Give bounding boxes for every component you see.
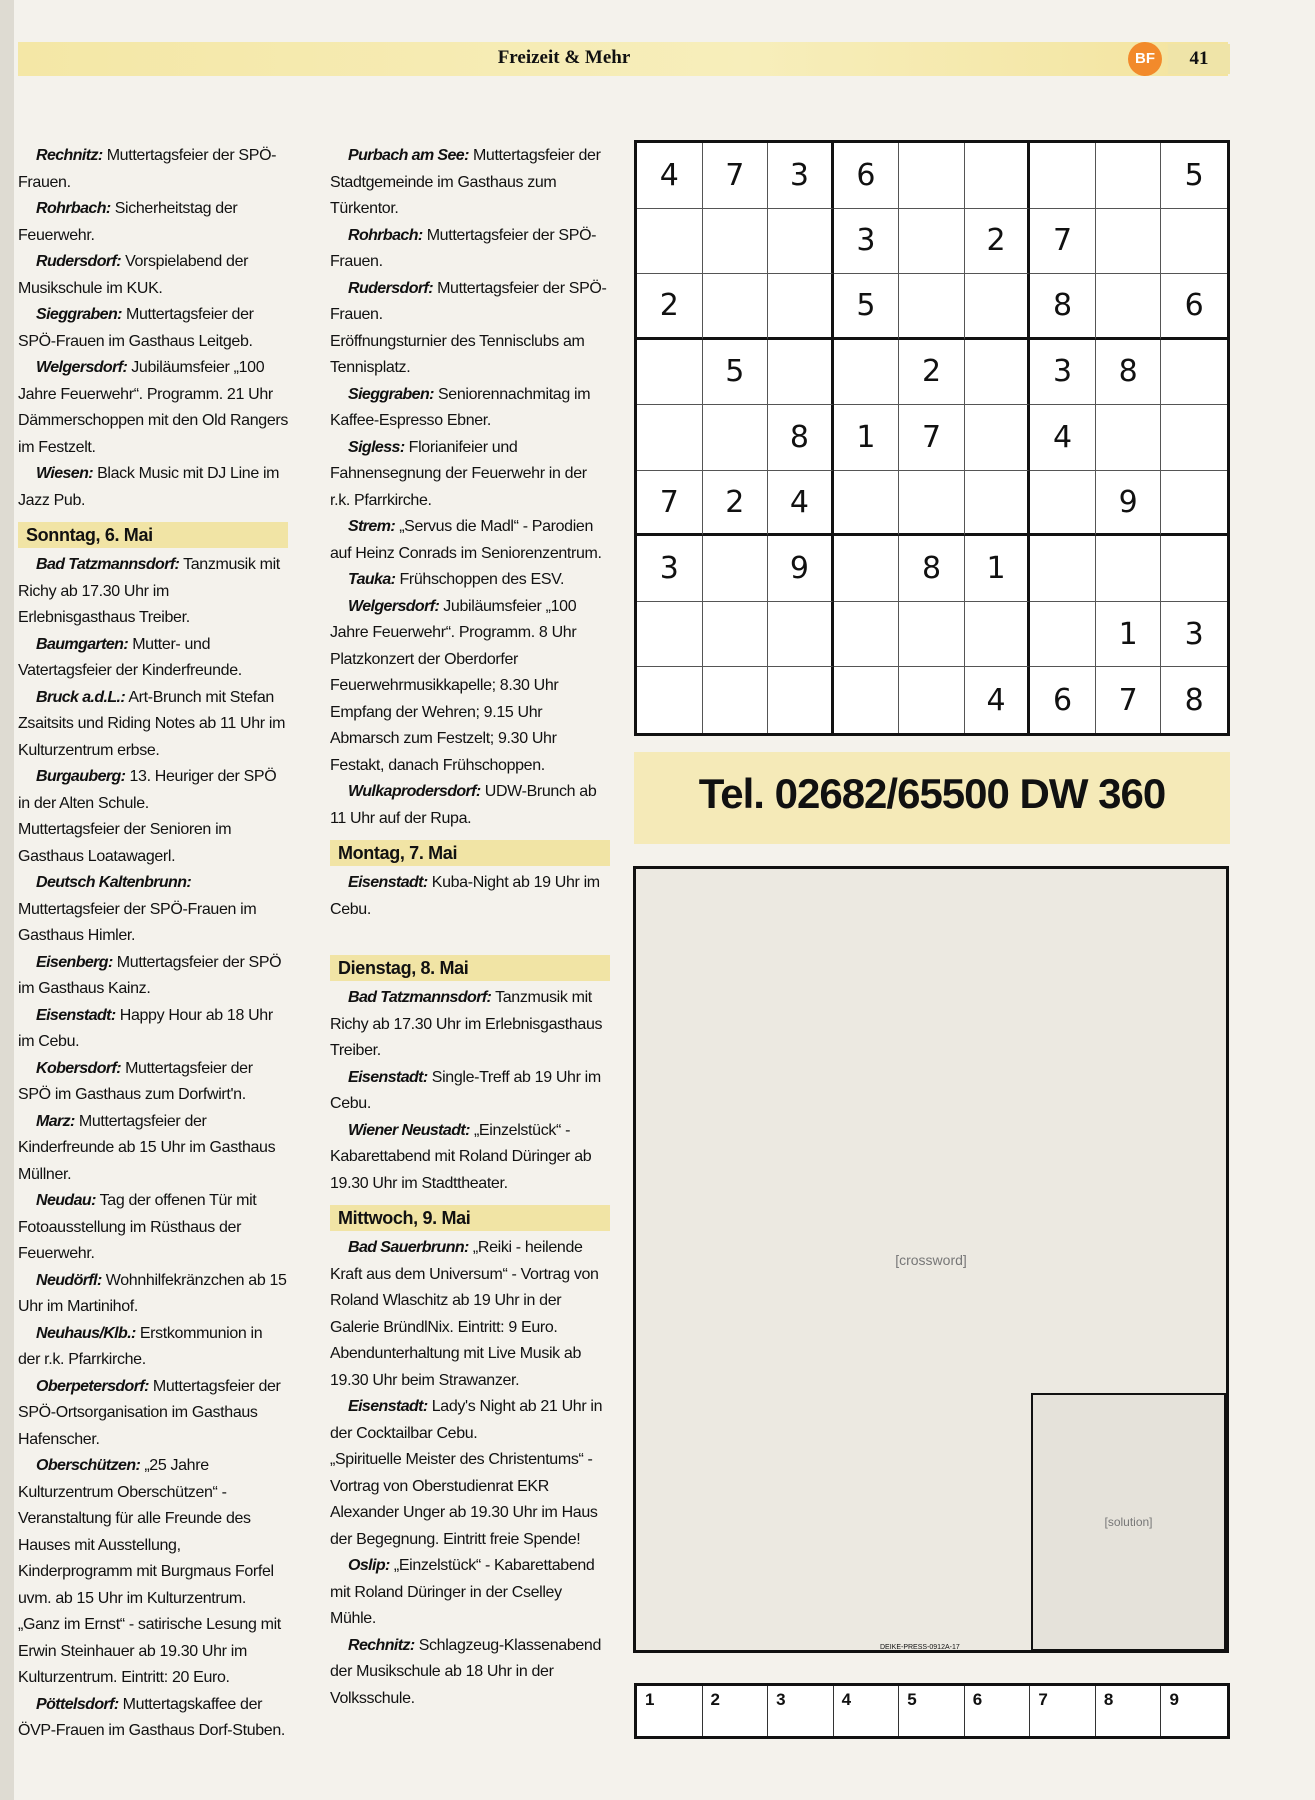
sudoku-cell (965, 405, 1031, 471)
event-entry (18, 196, 288, 249)
sudoku-cell: 3 (637, 536, 703, 602)
event-place: Oslip: (348, 1557, 390, 1574)
event-place: Welgersdorf: (36, 359, 128, 376)
event-entry (330, 594, 610, 780)
event-place: Eisenberg: (36, 953, 113, 971)
event-text: Eröffnungsturnier des Tennisclubs am Tennisplatz. (330, 332, 585, 376)
sudoku-cell (834, 340, 900, 406)
event-place: Eisenstadt: (348, 1398, 428, 1415)
event-text: Muttertagsfeier der SPÖ-Frauen. (330, 279, 607, 323)
sudoku-cell (834, 536, 900, 602)
event-text: Frühschoppen des ESV. (395, 571, 565, 588)
sudoku-cell: 1 (1096, 602, 1162, 668)
sudoku-cell: 1 (965, 536, 1031, 602)
event-entry (330, 329, 610, 382)
sudoku-cell (899, 667, 965, 733)
sudoku-cell (637, 405, 703, 471)
sudoku-cell (768, 667, 834, 733)
sudoku-cell: 2 (637, 274, 703, 340)
sudoku-cell (1030, 143, 1096, 209)
sudoku-grid (634, 140, 1230, 736)
event-entry (330, 1118, 610, 1198)
event-text: Vorspielabend der Musikschule im KUK. (18, 253, 249, 297)
event-place: Wulkaprodersdorf: (348, 783, 481, 800)
event-place: Bruck a.d.L.: (36, 688, 126, 706)
sudoku-cell (768, 340, 834, 406)
sudoku-cell: 7 (637, 471, 703, 537)
event-text: UDW-Brunch ab 11 Uhr auf der Rupa. (330, 783, 597, 827)
event-entry (18, 143, 288, 196)
sudoku-cell (1096, 209, 1162, 275)
event-place: Deutsch Kaltenbrunn: (36, 874, 192, 891)
sudoku-cell (1161, 471, 1227, 537)
sudoku-cell (899, 274, 965, 340)
event-place: Burgauberg: (36, 768, 126, 785)
sudoku-cell: 4 (768, 471, 834, 537)
event-text: „Ganz im Ernst“ - satirische Lesung mit Erwin Steinhauer ab 19.30 Uhr im Kulturzentrum. Eintritt: 20 Euro. (18, 1616, 281, 1686)
sudoku-cell: 6 (1161, 274, 1227, 340)
event-place: Neudau: (36, 1192, 96, 1209)
solution-letter-box: 9 (1169, 1690, 1179, 1709)
crossword-puzzle: [crossword] (633, 866, 1229, 1653)
sudoku-cell: 4 (965, 667, 1031, 733)
event-text: „Einzelstück“ - Kabarettabend mit Roland Düringer ab 19.30 Uhr im Stadttheater. (330, 1121, 592, 1192)
sudoku-cell (965, 471, 1031, 537)
event-entry (18, 302, 288, 355)
event-place: Wiesen: (36, 465, 94, 482)
event-text: Sicherheitstag der Feuerwehr. (18, 200, 238, 244)
sudoku-cell (703, 536, 769, 602)
event-text: Wohnhilfekränzchen ab 15 Uhr im Martinihof. (18, 1271, 287, 1315)
event-text: Muttertagsfeier der SPÖ-Ortsorganisation im Gasthaus Hafenscher. (18, 1377, 281, 1448)
solution-letter-box: 7 (1030, 1686, 1096, 1736)
sudoku-cell (1096, 274, 1162, 340)
event-entry (330, 870, 610, 923)
event-text: Single-Treff ab 19 Uhr im Cebu. (330, 1068, 601, 1112)
event-entry (18, 1321, 288, 1374)
sudoku-cell: 3 (1030, 340, 1096, 406)
brand-logo: BF (1128, 42, 1162, 76)
event-place: Neudörfl: (36, 1271, 102, 1289)
solution-letter-box: 5 (899, 1686, 965, 1736)
event-entry (330, 567, 610, 594)
sudoku-cell (1030, 536, 1096, 602)
sudoku-cell (1030, 602, 1096, 668)
sudoku-cell (703, 209, 769, 275)
solution-letter-box: 4 (834, 1686, 900, 1736)
event-place: Oberpetersdorf: (36, 1377, 149, 1395)
event-place: Kobersdorf: (36, 1059, 121, 1077)
event-entry (18, 1453, 288, 1612)
event-text: Muttertagsfeier der Kinderfreunde ab 15 Uhr im Gasthaus Müllner. (18, 1112, 276, 1183)
day-heading: Dienstag, 8. Mai (330, 955, 610, 981)
solution-letter-box: 2 (703, 1686, 769, 1736)
event-text: Muttertagsfeier der Senioren im Gasthaus Loatawagerl. (18, 821, 232, 865)
event-place: Neuhaus/Klb.: (36, 1324, 136, 1342)
sudoku-cell: 4 (1030, 405, 1096, 471)
event-entry (18, 1109, 288, 1189)
sudoku-cell (1030, 471, 1096, 537)
sudoku-cell: 8 (899, 536, 965, 602)
event-entry (330, 435, 610, 515)
event-entry (18, 1612, 288, 1692)
event-entry (18, 870, 288, 950)
sudoku-cell (703, 667, 769, 733)
sudoku-cell: 4 (637, 143, 703, 209)
event-text: Muttertagsfeier der SPÖ-Frauen. (330, 226, 597, 270)
event-entry (330, 276, 610, 329)
event-text: „Servus die Madl“ - Parodien auf Heinz Conrads im Seniorenzentrum. (330, 518, 602, 562)
event-place: Bad Tatzmannsdorf: (36, 556, 180, 573)
event-text: Jubiläumsfeier „100 Jahre Feuerwehr“. Programm. 21 Uhr Dämmerschoppen mit den Old Rangers im Festzelt. (18, 359, 289, 456)
event-text: Kuba-Night ab 19 Uhr im Cebu. (330, 874, 600, 918)
event-text: Muttertagsfeier der SPÖ im Gasthaus Kainz. (18, 953, 282, 997)
solution-letter-box: 3 (768, 1686, 834, 1736)
event-place: Sigless: (348, 438, 405, 456)
sudoku-cell (1161, 405, 1227, 471)
sudoku-cell: 3 (768, 143, 834, 209)
sudoku-cell (703, 405, 769, 471)
sudoku-cell (637, 667, 703, 733)
event-place: Purbach am See: (348, 147, 469, 164)
solution-letter-box: 6 (965, 1686, 1031, 1736)
sudoku-cell (1096, 536, 1162, 602)
event-entry (330, 143, 610, 223)
sudoku-cell (1161, 536, 1227, 602)
events-column-1 (18, 143, 288, 1745)
event-place: Wiener Neustadt: (348, 1121, 470, 1139)
sudoku-cell: 1 (834, 405, 900, 471)
sudoku-cell (768, 274, 834, 340)
event-place: Rudersdorf: (36, 253, 121, 270)
day-heading: Sonntag, 6. Mai (18, 522, 288, 548)
sudoku-cell (899, 602, 965, 668)
event-entry (18, 355, 288, 461)
event-entry (330, 779, 610, 832)
event-place: Sieggraben: (36, 306, 122, 323)
event-entry (18, 1374, 288, 1454)
sudoku-cell (637, 209, 703, 275)
event-entry (18, 552, 288, 632)
event-place: Strem: (348, 518, 396, 535)
sudoku-cell (637, 602, 703, 668)
day-heading: Mittwoch, 9. Mai (330, 1205, 610, 1231)
event-place: Tauka: (348, 571, 396, 588)
sudoku-cell (703, 602, 769, 668)
sudoku-cell: 3 (1161, 602, 1227, 668)
event-text: Muttertagskaffee der ÖVP-Frauen im Gasthaus Dorf-Stuben. (18, 1695, 285, 1739)
event-place: Eisenstadt: (348, 874, 428, 891)
event-text: Muttertagsfeier der SPÖ-Frauen im Gasthaus Himler. (18, 900, 257, 944)
event-text: Jubiläumsfeier „100 Jahre Feuerwehr“. Programm. 8 Uhr Platzkonzert der Oberdorfer Feuerwehrmusikkapelle; 8.30 Uhr Empfang der Wehren; 9.15 Uhr Abmarsch zum Festzelt; 9.30 Uhr Festakt, danach Frühschoppen. (330, 597, 577, 774)
event-entry (18, 1268, 288, 1321)
sudoku-cell: 6 (834, 143, 900, 209)
sudoku-cell (1161, 209, 1227, 275)
event-text: Tanzmusik mit Richy ab 17.30 Uhr im Erlebnisgasthaus Treiber. (330, 989, 603, 1059)
sudoku-cell (637, 340, 703, 406)
sudoku-cell: 7 (703, 143, 769, 209)
event-entry (18, 1003, 288, 1056)
event-text: Muttertagsfeier der SPÖ-Frauen. (18, 147, 277, 191)
event-text: Muttertagsfeier der SPÖ im Gasthaus zum Dorfwirt'n. (18, 1059, 253, 1103)
event-entry (18, 950, 288, 1003)
sudoku-cell (834, 667, 900, 733)
section-title: Freizeit & Mehr (497, 47, 631, 68)
sudoku-cell (1096, 143, 1162, 209)
event-entry (18, 632, 288, 685)
event-entry (330, 514, 610, 567)
event-entry (18, 461, 288, 514)
previous-solution-grid: [solution] (1031, 1393, 1226, 1651)
event-text: Muttertagsfeier der Stadtgemeinde im Gasthaus zum Türkentor. (330, 147, 601, 217)
event-place: Sieggraben: (348, 385, 434, 403)
solution-letter-box: 1 (637, 1686, 703, 1736)
event-place: Welgersdorf: (348, 597, 440, 615)
sudoku-cell (965, 602, 1031, 668)
event-text: Art-Brunch mit Stefan Zsaitsits und Riding Notes ab 11 Uhr im Kulturzentrum erbse. (18, 688, 286, 759)
event-entry (330, 1235, 610, 1394)
event-text: „Reiki - heilende Kraft aus dem Universum“ - Vortrag von Roland Wlaschitz ab 19 Uhr in der Galerie BründlNix. Eintritt: 9 Euro. Abendunterhaltung mit Live Musik ab 19.30 Uhr beim Strawanzer. (330, 1239, 599, 1389)
event-entry (330, 382, 610, 435)
sudoku-cell (965, 274, 1031, 340)
day-heading: Montag, 7. Mai (330, 840, 610, 866)
sudoku-cell: 7 (1096, 667, 1162, 733)
event-text: Seniorennachmitag im Kaffee-Espresso Ebner. (330, 385, 591, 429)
event-entry (18, 1692, 288, 1745)
sudoku-cell (768, 602, 834, 668)
sudoku-cell (1161, 340, 1227, 406)
event-place: Marz: (36, 1112, 75, 1130)
event-text: 13. Heuriger der SPÖ in der Alten Schule. (18, 768, 277, 812)
sudoku-cell (768, 209, 834, 275)
event-text: Florianifeier und Fahnensegnung der Feuerwehr in der r.k. Pfarrkirche. (330, 438, 587, 509)
event-entry (18, 817, 288, 870)
event-text: „25 Jahre Kulturzentrum Oberschützen“ - Veranstaltung für alle Freunde des Hauses mit Ausstellung, Kinderprogramm mit Burgmaus Forfel uvm. ab 15 Uhr im Kulturzentrum. (18, 1457, 274, 1607)
event-place: Rechnitz: (36, 147, 103, 164)
event-text: Tanzmusik mit Richy ab 17.30 Uhr im Erlebnisgasthaus Treiber. (18, 556, 280, 626)
event-place: Bad Tatzmannsdorf: (348, 989, 492, 1006)
event-text: Tag der offenen Tür mit Fotoausstellung im Rüsthaus der Feuerwehr. (18, 1192, 257, 1262)
event-text: Muttertagsfeier der SPÖ-Frauen im Gasthaus Leitgeb. (18, 306, 254, 350)
sudoku-cell (965, 340, 1031, 406)
sudoku-cell: 8 (768, 405, 834, 471)
event-entry (330, 1447, 610, 1553)
sudoku-cell: 6 (1030, 667, 1096, 733)
sudoku-cell: 2 (703, 471, 769, 537)
page-number: 41 (1168, 44, 1230, 74)
event-entry (330, 1394, 610, 1447)
event-entry (330, 1065, 610, 1118)
event-place: Rechnitz: (348, 1636, 415, 1654)
sudoku-cell: 9 (768, 536, 834, 602)
sudoku-cell: 5 (834, 274, 900, 340)
event-place: Baumgarten: (36, 635, 129, 653)
sudoku-cell (1096, 405, 1162, 471)
event-place: Pöttelsdorf: (36, 1695, 119, 1713)
event-text: „Spirituelle Meister des Christentums“ - Vortrag von Oberstudienrat EKR Alexander Unger ab 19.30 Uhr im Haus der Begegnung. Eintritt freie Spende! (330, 1451, 598, 1548)
events-column-2 (330, 143, 610, 1712)
event-text: „Einzelstück“ - Kabarettabend mit Roland Düringer in der Cselley Mühle. (330, 1557, 595, 1627)
sudoku-cell (899, 471, 965, 537)
page-edge (0, 0, 14, 1800)
sudoku-cell: 8 (1096, 340, 1162, 406)
event-place: Eisenstadt: (36, 1006, 116, 1024)
event-entry (330, 985, 610, 1065)
sudoku-cell (834, 471, 900, 537)
event-place: Eisenstadt: (348, 1068, 428, 1086)
crossword-credit: DEIKE-PRESS-0912A-17 (880, 1644, 960, 1651)
sudoku-cell: 8 (1184, 682, 1204, 718)
event-text: Happy Hour ab 18 Uhr im Cebu. (18, 1006, 273, 1050)
event-place: Oberschützen: (36, 1457, 141, 1474)
sudoku-cell: 7 (899, 405, 965, 471)
sudoku-cell: 5 (1161, 143, 1227, 209)
sudoku-cell (965, 143, 1031, 209)
event-place: Bad Sauerbrunn: (348, 1239, 469, 1256)
event-text: Black Music mit DJ Line im Jazz Pub. (18, 465, 280, 509)
event-text: Lady's Night ab 21 Uhr in der Cocktailbar Cebu. (330, 1398, 603, 1442)
event-place: Rudersdorf: (348, 279, 433, 297)
event-entry (330, 1633, 610, 1713)
sudoku-cell (899, 209, 965, 275)
event-entry (18, 685, 288, 765)
event-text: Mutter- und Vatertagsfeier der Kinderfreunde. (18, 635, 242, 679)
event-entry (330, 1553, 610, 1633)
sudoku-cell: 7 (1030, 209, 1096, 275)
event-entry (18, 764, 288, 817)
sudoku-cell (899, 143, 965, 209)
sudoku-cell: 2 (965, 209, 1031, 275)
solution-word-row (634, 1683, 1230, 1739)
sudoku-cell (703, 274, 769, 340)
sudoku-cell: 5 (703, 340, 769, 406)
phone-number: Tel. 02682/65500 DW 360 (698, 770, 1166, 817)
event-place: Rohrbach: (36, 200, 111, 217)
sudoku-cell (834, 602, 900, 668)
event-text: Erstkommunion in der r.k. Pfarrkirche. (18, 1324, 263, 1368)
sudoku-cell: 8 (1030, 274, 1096, 340)
event-entry (18, 1056, 288, 1109)
sudoku-cell: 3 (834, 209, 900, 275)
event-text: Schlagzeug-Klassenabend der Musikschule ab 18 Uhr in der Volksschule. (330, 1636, 602, 1707)
solution-letter-box: 8 (1096, 1686, 1162, 1736)
event-entry (18, 249, 288, 302)
event-entry (18, 1188, 288, 1268)
event-entry (330, 223, 610, 276)
event-place: Rohrbach: (348, 226, 423, 244)
sudoku-cell: 9 (1096, 471, 1162, 537)
sudoku-cell: 2 (899, 340, 965, 406)
